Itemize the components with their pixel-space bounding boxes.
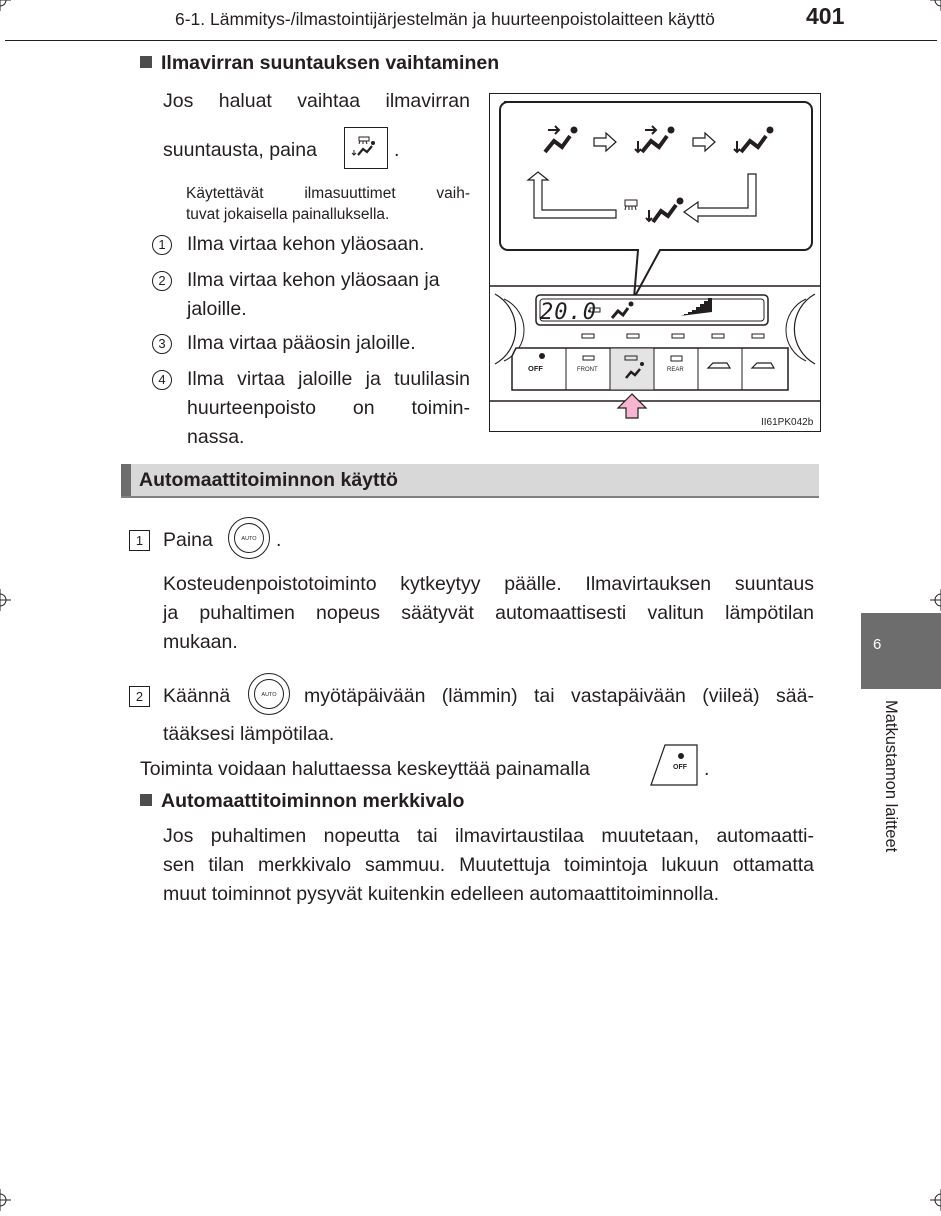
front-button-label: FRONT xyxy=(577,367,598,373)
airflow-mode-icon xyxy=(345,128,387,168)
indicator-line2: sen tilan merkkivalo sammuu. Muutettuja toimintoja lukuun ottamatta xyxy=(163,854,814,876)
indicator-line1: Jos puhaltimen nopeutta tai ilmavirtaustilaa muutetaan, automaatti- xyxy=(163,825,814,847)
square-bullet-icon xyxy=(140,56,152,68)
step2-text-c: tääksesi lämpötilaa. xyxy=(163,723,335,745)
registration-mark xyxy=(0,1189,11,1211)
airflow-intro-line1: Jos haluat vaihtaa ilmavirran xyxy=(163,90,470,112)
off-label: OFF xyxy=(673,764,687,771)
airflow-note-line1: Käytettävät ilmasuuttimet vaih- xyxy=(186,185,470,202)
off-button-image xyxy=(650,744,698,786)
list-item: 2 Ilma virtaa kehon yläosaan ja jaloille. xyxy=(152,266,470,324)
step1-period: . xyxy=(276,529,282,551)
climate-panel-figure xyxy=(489,93,821,432)
airflow-intro-line2: suuntausta, paina xyxy=(163,139,317,161)
registration-mark xyxy=(930,589,941,611)
step1-desc-line1: Kosteudenpoistotoiminto kytkeytyy päälle. Ilmavirtauksen suuntaus xyxy=(163,573,814,595)
climate-panel-illustration xyxy=(490,94,820,431)
section-heading-bar xyxy=(121,464,819,498)
section-accent xyxy=(121,464,131,496)
indicator-heading: Automaattitoiminnon merkkivalo xyxy=(140,790,464,813)
airflow-note-line2: tuvat jokaisella painalluksella. xyxy=(186,206,390,223)
step1-text: Paina xyxy=(163,529,213,551)
chapter-tab xyxy=(861,613,941,689)
circled-number: 4 xyxy=(152,370,172,390)
figure-code: II61PK042b xyxy=(761,417,814,428)
rear-button-label: REAR xyxy=(667,367,684,373)
list-item: 4 Ilma virtaa jaloille ja tuulilasin huurteenpoisto on toimin- nassa. xyxy=(152,365,470,452)
registration-mark xyxy=(930,0,941,11)
step1-desc-line2: ja puhaltimen nopeus säätyvät automaattisesti valitun lämpötilan xyxy=(163,602,814,624)
registration-mark xyxy=(0,589,11,611)
step2-text-b: myötäpäivään (lämmin) tai vastapäivään (viileä) sää- xyxy=(304,685,814,707)
stop-period: . xyxy=(704,758,710,780)
chapter-number: 6 xyxy=(873,636,882,653)
auto-dial-label: AUTO xyxy=(234,523,264,553)
registration-mark xyxy=(930,1189,941,1211)
circled-number: 2 xyxy=(152,271,172,291)
registration-mark xyxy=(0,0,11,11)
page-number: 401 xyxy=(806,3,845,29)
airflow-mode-button-image xyxy=(344,127,388,169)
step-number: 2 xyxy=(129,686,150,707)
auto-dial-image xyxy=(248,673,290,715)
step-number: 1 xyxy=(129,530,150,551)
square-bullet-icon xyxy=(140,794,152,806)
airflow-heading: Ilmavirran suuntauksen vaihtaminen xyxy=(140,52,499,75)
list-item: 1 Ilma virtaa kehon yläosaan. xyxy=(152,230,470,259)
airflow-intro-period: . xyxy=(394,139,400,161)
step2-text-a: Käännä xyxy=(163,685,231,707)
circled-number: 1 xyxy=(152,235,172,255)
auto-dial-image xyxy=(228,517,270,559)
indicator-line3: muut toiminnot pysyvät kuitenkin edelleen automaattitoiminnolla. xyxy=(163,883,720,905)
list-item: 3 Ilma virtaa pääosin jaloille. xyxy=(152,329,470,358)
header-rule xyxy=(5,40,937,41)
off-button-label: OFF xyxy=(528,364,543,373)
step1-desc-line3: mukaan. xyxy=(163,631,238,653)
stop-text: Toiminta voidaan haluttaessa keskeyttää painamalla xyxy=(140,758,590,780)
running-header: 6-1. Lämmitys-/ilmastointijärjestelmän ja huurteenpoistolaitteen käyttö xyxy=(175,9,715,29)
circled-number: 3 xyxy=(152,334,172,354)
auto-dial-label: AUTO xyxy=(254,679,284,709)
temperature-readout: 20.0 xyxy=(540,300,597,325)
section-title: Automaattitoiminnon käyttö xyxy=(139,469,398,491)
chapter-label: Matkustamon laitteet xyxy=(882,700,900,853)
